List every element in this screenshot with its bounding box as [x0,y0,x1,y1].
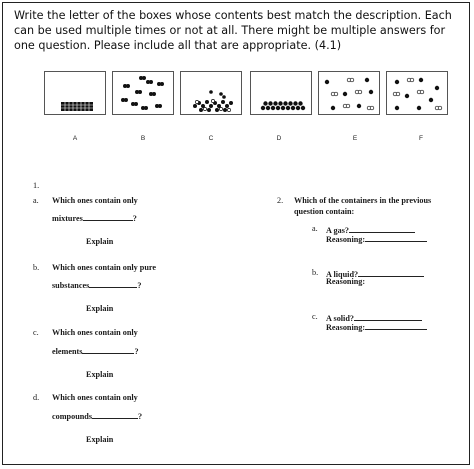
box-a-diagram [45,72,107,116]
q1c-letter: c. [33,328,39,337]
instructions-text: Write the letter of the boxes whose contents best match the description. Each can be used multiple times or not at all. There might be multiple answers for one question. Please include all that are appropriate. (4.1) [14,9,452,52]
box-f [386,71,448,115]
q1d-line2: compounds ? [52,412,143,421]
box-e-diagram [319,72,381,116]
q1b-line2: substances ? [52,281,142,290]
q1c-text: Which ones contain only [52,328,138,337]
q2b-blank[interactable] [358,268,424,277]
particle-boxes [44,71,454,119]
q1a-letter: a. [33,196,39,205]
box-label-e: E [352,135,358,142]
q1d-letter: d. [33,393,40,402]
q1d-blank[interactable] [92,410,138,419]
q1c-explain: Explain [86,370,114,379]
q2-line1: Which of the containers in the previous [294,196,432,205]
q1a-text: Which ones contain only [52,196,138,205]
box-d-diagram [251,72,313,116]
q2c-blank[interactable] [354,312,422,321]
q2-line2: question contain: [294,207,355,216]
box-f-diagram [387,72,449,116]
q1b-blank[interactable] [89,279,137,288]
q1c-line2: elements ? [52,347,139,356]
box-b [112,71,174,115]
box-label-a: A [72,135,78,142]
q2b-line: A liquid? [326,268,424,279]
q2-number: 2. [277,196,284,205]
q1d-explain: Explain [86,435,114,444]
q2a-reasoning-blank[interactable] [365,233,427,242]
q1-number: 1. [33,181,40,190]
box-label-d: D [276,135,282,142]
q2c-letter: c. [312,312,318,321]
q1b-text: Which ones contain only pure [52,263,157,272]
q2b-reasoning: Reasoning: [326,277,366,286]
q2a-reasoning: Reasoning: [326,233,427,244]
q2c-line: A solid? [326,312,422,323]
q2a-blank[interactable] [349,224,415,233]
box-d [250,71,312,115]
q1b-letter: b. [33,263,40,272]
q2a-line: A gas? [326,224,415,235]
q1a-line2: mixtures ? [52,214,137,223]
q2b-letter: b. [312,268,319,277]
box-label-c: C [208,135,214,142]
box-c-diagram [181,72,243,116]
q1c-blank[interactable] [82,345,134,354]
box-label-b: B [140,135,146,142]
box-e [318,71,380,115]
q1a-explain: Explain [86,237,114,246]
box-a [44,71,106,115]
q2c-reasoning-blank[interactable] [365,321,427,330]
q2a-letter: a. [312,224,318,233]
box-label-f: F [419,135,423,142]
q2c-reasoning: Reasoning: [326,321,427,332]
q1a-blank[interactable] [83,212,133,221]
box-c [180,71,242,115]
q1b-explain: Explain [86,304,114,313]
q1d-text: Which ones contain only [52,393,138,402]
box-b-diagram [113,72,175,116]
